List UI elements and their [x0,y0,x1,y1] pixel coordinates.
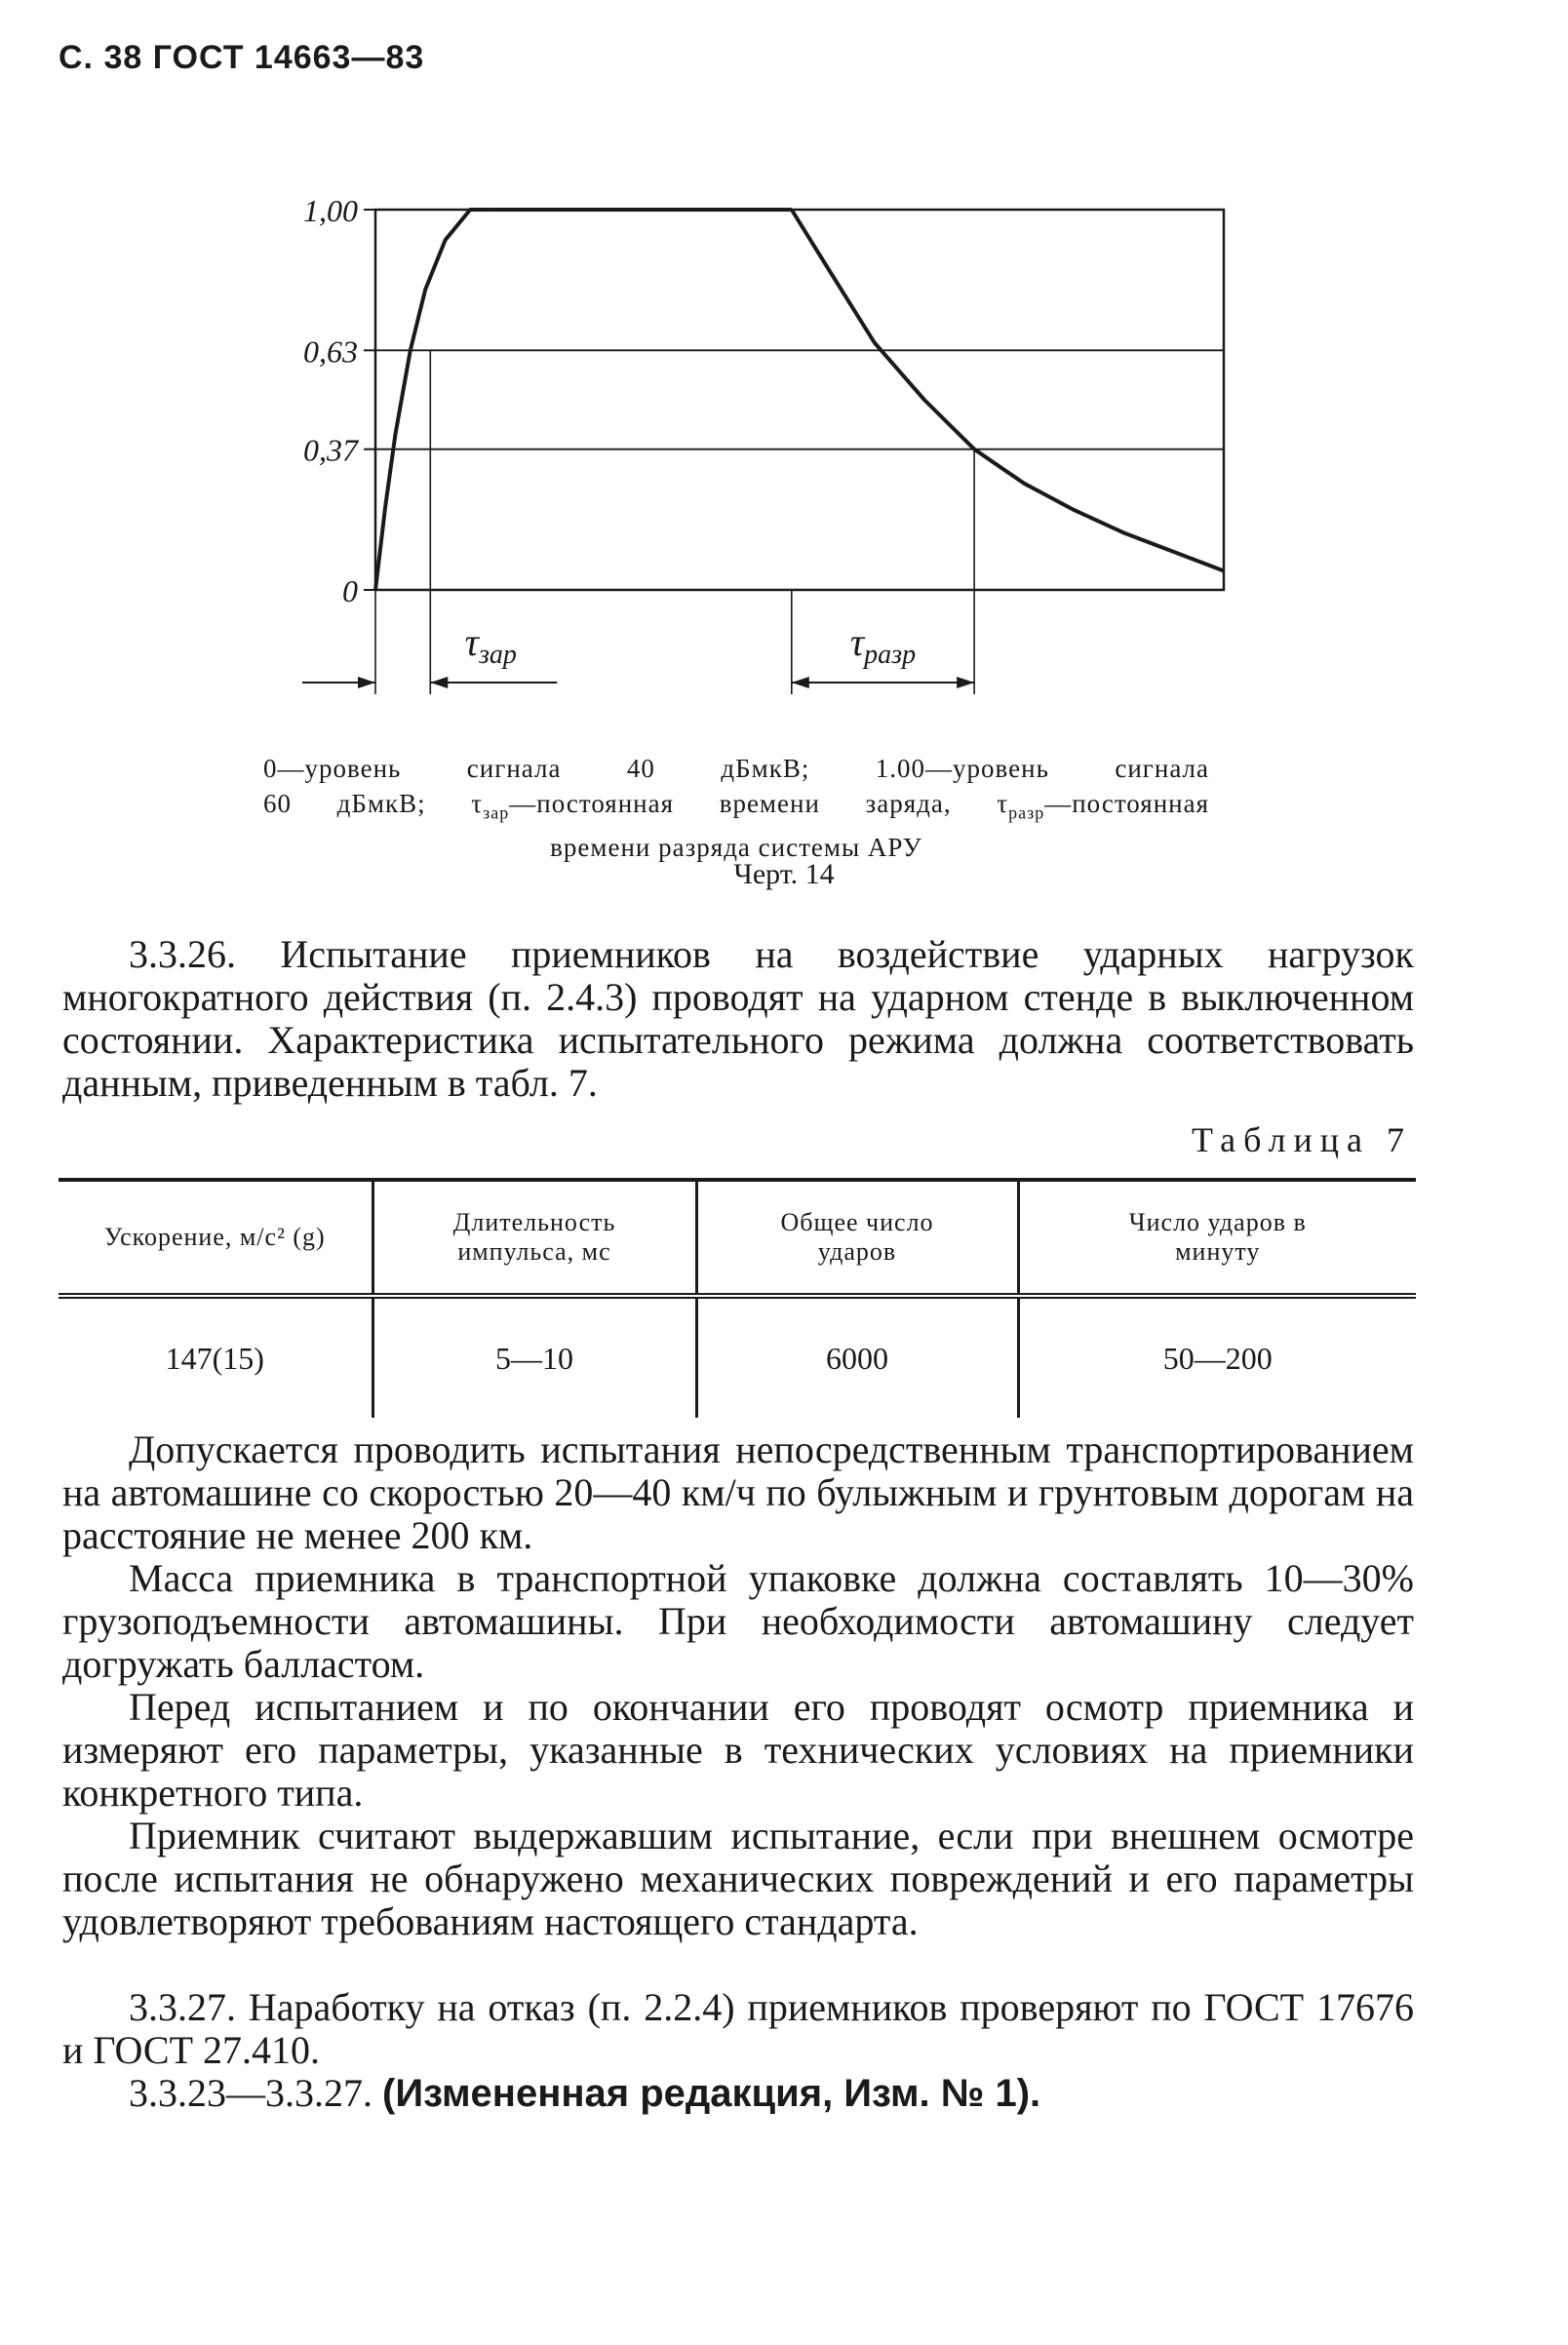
table-header-row [59,1180,1416,1296]
col-shocks-per-minute: Число ударов в минуту [1018,1180,1416,1296]
paragraph-pass-criteria: Приемник считают выдержавшим испытание, если при внешнем осмотре после испытания не обнаружено механических повреждений и его параметры удовлетворяют требованиям настоящего стандарта. [62,1814,1414,1943]
chart-figure [0,0,1568,839]
figure-title: Черт. 14 [733,858,835,890]
col-pulse-duration: Длительность импульса, мс [372,1180,696,1296]
tau-label: $\tau_{разр}$ [849,620,917,670]
col-total-shocks: Общее число ударов [696,1180,1018,1296]
paragraph-amendment [62,2072,1414,2115]
arrow-head [792,677,809,688]
caption-sub-razr: разр [1008,802,1045,823]
cell-acceleration: 147(15) [165,1340,264,1376]
page-header: С. 38 ГОСТ 14663—83 [59,39,425,76]
chart-grid [375,210,1224,590]
arrow-head [430,677,448,688]
arrow-head [957,677,974,688]
figure-caption [263,751,1209,865]
paragraph-3-3-27: 3.3.27. Наработку на отказ (п. 2.2.4) приемников проверяют по ГОСТ 17676 и ГОСТ 27.410. [62,1985,1414,2072]
series-line-discharge [792,210,1224,571]
paragraph-transport: Допускается проводить испытания непосредственным транспортированием на автомашине со скоростью 20—40 км/ч по булыжным и грунтовым дорогам на расстояние не менее 200 км. [62,1427,1414,1557]
y-tick-label: 0,63 [303,333,358,370]
caption-line-1: 0—уровень сигнала 40 дБмкВ; 1.00—уровень сигнала [263,754,1209,783]
caption-part: —постоянная [1044,789,1209,818]
plot-frame [375,210,1224,590]
paragraph-inspection: Перед испытанием и по окончании его проводят осмотр приемника и измеряют его параметры, указанные в технических условиях на приемники конкретного типа. [62,1685,1414,1815]
y-tick-label: 1,00 [303,193,358,228]
table-label: Таблица 7 [1192,1120,1412,1159]
col-acceleration: Ускорение, м/с² (g) [59,1180,372,1296]
caption-part: 60 дБмкВ; τ [263,789,484,818]
paragraph-mass: Масса приемника в транспортной упаковке должна составлять 10—30% грузоподъемности автомашины. При необходимости автомашину следует догружать балластом. [62,1556,1414,1686]
table-row [59,1296,1416,1418]
arrow-head [358,677,375,688]
caption-line-2 [263,786,1209,830]
cell-total-shocks: 6000 [696,1296,1018,1418]
chart-y-ticks [303,193,375,608]
caption-line-3: времени разряда системы АРУ [550,833,922,863]
tau-subscript: зар [478,640,517,670]
amend-ref: 3.3.23—3.3.27. [129,2071,372,2115]
amend-text: (Измененная редакция, Изм. № 1). [382,2072,1041,2115]
y-tick-label: 0,37 [303,432,358,468]
tau-label: $\tau_{зар}$ [464,620,517,670]
paragraph-3-3-26: 3.3.26. Испытание приемников на воздействие ударных нагрузок многократного действия (п. 2.4.3) проводят на ударном стенде в выключенном состоянии. Характеристика испытательного режима должна соответствовать данным, приведенным в табл. 7. [62,932,1414,1105]
table-7 [59,1178,1416,1418]
cell-pulse-duration: 5—10 [372,1296,696,1418]
caption-sub-zar: зар [483,802,510,823]
caption-part: —постоянная времени заряда, τ [509,789,1009,818]
series-line-charge [375,210,495,590]
chart-series [375,210,1224,590]
tau-subscript: разр [864,640,917,670]
y-tick-label: 0 [342,573,358,608]
cell-shocks-per-minute: 50—200 [1018,1296,1416,1418]
